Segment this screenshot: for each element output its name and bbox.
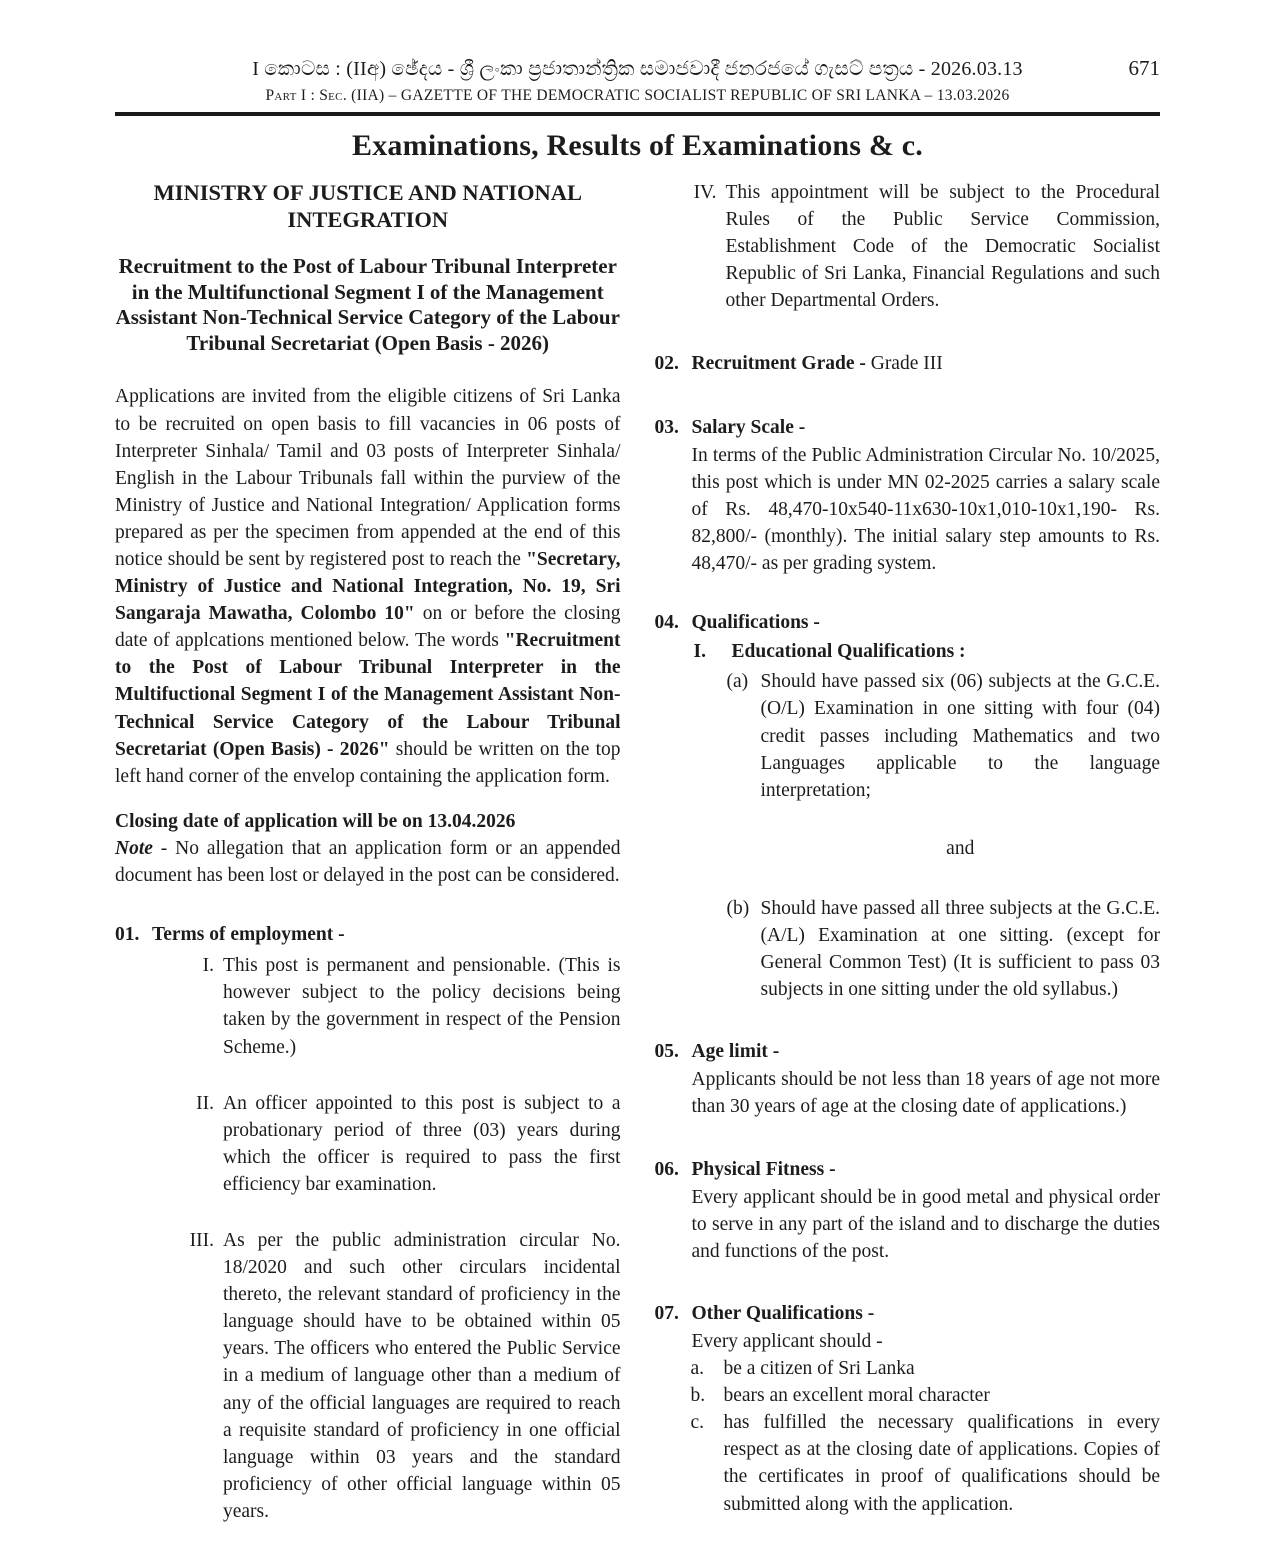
qualification-item-a xyxy=(655,668,1161,803)
section-07-intro: Every applicant should - xyxy=(691,1331,883,1352)
other-qualification-c xyxy=(655,1409,1161,1517)
terms-item-1-text: This post is permanent and pensionable. (This is however subject to the policy decisions being taken by the government in respect of the Pension Scheme.) xyxy=(223,955,621,1058)
recruitment-post-title: Recruitment to the Post of Labour Tribunal Interpreter in the Multifunctional Segment I of the Management Assistant Non-Technical Service Category of the Labour Tribunal Secretariat (Open Basis - 2026) xyxy=(115,254,620,355)
qualification-conjunction: and xyxy=(946,837,975,859)
document-title: Examinations, Results of Examinations & c. xyxy=(352,129,923,162)
section-02-title: Recruitment Grade - xyxy=(691,353,866,375)
terms-item-1 xyxy=(152,952,621,1060)
section-06-physical-fitness xyxy=(655,1156,1161,1265)
ministry-heading: MINISTRY OF JUSTICE AND NATIONAL INTEGRATION xyxy=(153,180,582,232)
section-06-title: Physical Fitness - xyxy=(691,1158,836,1180)
terms-item-4-text: This appointment will be subject to the Procedural Rules of the Public Service Commission, Establishment Code of the Democratic Socialist Republic of Sri Lanka, Financial Regulations and such other Departmental Orders. xyxy=(725,182,1160,312)
section-05-title: Age limit - xyxy=(691,1041,780,1063)
intro-text-3: should be written on the top left hand corner of the envelop containing the application form. xyxy=(115,738,621,787)
qualification-item-b-marker: (b) xyxy=(726,897,750,919)
note-label: Note xyxy=(115,837,153,859)
note-text: - No allegation that an application form or an appended document has been lost or delayed in the post can be considered. xyxy=(115,837,621,887)
terms-item-3-marker: III. xyxy=(189,1229,214,1251)
intro-paragraph xyxy=(115,383,621,789)
terms-item-2 xyxy=(152,1090,621,1198)
educational-qualifications-title: Educational Qualifications : xyxy=(731,641,966,663)
page-number: 671 xyxy=(1128,56,1160,80)
educational-qualifications-marker: I. xyxy=(693,641,706,663)
terms-item-1-marker: I. xyxy=(202,955,214,977)
section-07-title: Other Qualifications - xyxy=(691,1302,875,1324)
other-qualification-c-text: has fulfilled the necessary qualifications in every respect as at the closing date of applications. Copies of the certificates in proof of qualifications should be submitted along with the application. xyxy=(723,1412,1160,1515)
section-01-number: 01. xyxy=(115,924,140,946)
terms-item-2-marker: II. xyxy=(196,1092,214,1114)
section-07-number: 07. xyxy=(654,1302,679,1324)
section-02-number: 02. xyxy=(654,353,679,375)
closing-date-line: Closing date of application will be on 13.04.2026 xyxy=(115,810,516,832)
terms-item-4 xyxy=(655,179,1161,314)
right-column xyxy=(655,179,1161,1525)
section-05-number: 05. xyxy=(654,1041,679,1063)
intro-text-2: on or before the closing date of applcations mentioned below. The words xyxy=(115,603,621,652)
intro-bold-address: "Secretary, Ministry of Justice and National Integration, No. 19, Sri Sangaraja Mawatha, Colombo 10" xyxy=(115,549,621,625)
section-03-salary-scale xyxy=(655,414,1161,578)
qualification-item-a-text: Should have passed six (06) subjects at the G.C.E. (O/L) Examination in one sitting with four (04) credit passes including Mathematics and two Languages applicable to the language interpretation; xyxy=(760,671,1160,801)
other-qualification-a-marker: a. xyxy=(690,1358,705,1380)
terms-item-3-text: As per the public administration circular No. 18/2020 and such other circulars incidental thereto, the relevant standard of proficiency in the language should have to be obtained within 05 years. The officers who entered the Public Service in a medium of language other than a medium of any of the official languages are required to reach a requisite standard of proficiency in one official language within 03 years and the standard proficiency of other official language within 05 years. xyxy=(223,1229,621,1522)
section-04-title: Qualifications - xyxy=(691,612,820,634)
header-sinhala-line: I කොටස : (IIඅ) ඡේදය - ශ්‍රී ලංකා ප්‍රජාතාන්ත්‍රික සමාජවාදී ජනරජයේ ගැසට් පත්‍රය - 2026.03.13 xyxy=(252,58,1023,80)
other-qualification-a xyxy=(655,1355,1161,1382)
terms-item-2-text: An officer appointed to this post is subject to a probationary period of three (03) years during which the officer is required to pass the first efficiency bar examination. xyxy=(223,1092,621,1195)
left-column xyxy=(115,179,621,1525)
qualification-item-b-text: Should have passed all three subjects at the G.C.E. (A/L) Examination at one sitting. (except for General Common Test) (It is sufficient to pass 03 subjects in one sitting under the old syllabus.) xyxy=(760,897,1160,1001)
educational-qualifications-heading xyxy=(655,638,1161,665)
other-qualification-b-marker: b. xyxy=(690,1385,706,1407)
other-qualification-a-text: be a citizen of Sri Lanka xyxy=(723,1358,915,1380)
intro-text-1: Applications are invited from the eligible citizens of Sri Lanka to be recruited on open basis to fill vacancies in 06 posts of Interpreter Sinhala/ Tamil and 03 posts of Interpreter Sinhala/ English in the Labour Tribunals fall within the purview of the Ministry of Justice and National Integration/ Application forms prepared as per the specimen from appended at the end of this notice should be sent by registered post to reach the xyxy=(115,386,621,570)
section-03-body: In terms of the Public Administration Circular No. 10/2025, this post which is under MN 02-2025 carries a salary scale of Rs. 48,470-10x540-11x630-10x1,010-10x1,190- Rs. 82,800/- (monthly). The initial salary step amounts to Rs. 48,470/- as per grading system. xyxy=(691,444,1160,575)
section-04-number: 04. xyxy=(654,612,679,634)
header-rule xyxy=(115,112,1160,116)
section-01-terms-of-employment xyxy=(115,921,621,1525)
section-06-body: Every applicant should be in good metal and physical order to serve in any part of the island and to discharge the duties and functions of the post. xyxy=(691,1186,1160,1262)
other-qualification-b xyxy=(655,1382,1161,1409)
section-06-number: 06. xyxy=(654,1158,679,1180)
section-01-title: Terms of employment - xyxy=(152,924,345,946)
terms-item-3 xyxy=(152,1227,621,1525)
section-05-body: Applicants should be not less than 18 years of age not more than 30 years of age at the closing date of applications.) xyxy=(691,1069,1160,1118)
other-qualification-c-marker: c. xyxy=(690,1412,705,1434)
section-03-number: 03. xyxy=(654,416,679,438)
intro-bold-envelope-words: "Recruitment to the Post of Labour Tribunal Interpreter in the Multifuctional Segment I of the Management Assistant Non-Technical Service Category of the Labour Tribunal Secretariat (Open Basis) - 2026" xyxy=(115,630,621,760)
section-04-qualifications xyxy=(655,609,1161,636)
qualification-item-a-marker: (a) xyxy=(726,671,749,693)
section-02-recruitment-grade xyxy=(655,350,1161,377)
section-02-value: Grade III xyxy=(865,353,943,375)
two-column-body xyxy=(115,179,1160,1525)
terms-item-4-marker: IV. xyxy=(693,182,717,203)
section-03-title: Salary Scale - xyxy=(691,416,806,438)
section-05-age-limit xyxy=(655,1038,1161,1120)
section-07-other-qualifications xyxy=(655,1300,1161,1355)
header-english-line: Part I : Sec. (IIA) – GAZETTE OF THE DEMOCRATIC SOCIALIST REPUBLIC OF SRI LANKA – 13.03.2026 xyxy=(265,87,1010,104)
other-qualification-b-text: bears an excellent moral character xyxy=(723,1385,990,1407)
qualification-item-b xyxy=(655,895,1161,1003)
note-paragraph xyxy=(115,835,621,889)
page-header xyxy=(115,56,1160,105)
